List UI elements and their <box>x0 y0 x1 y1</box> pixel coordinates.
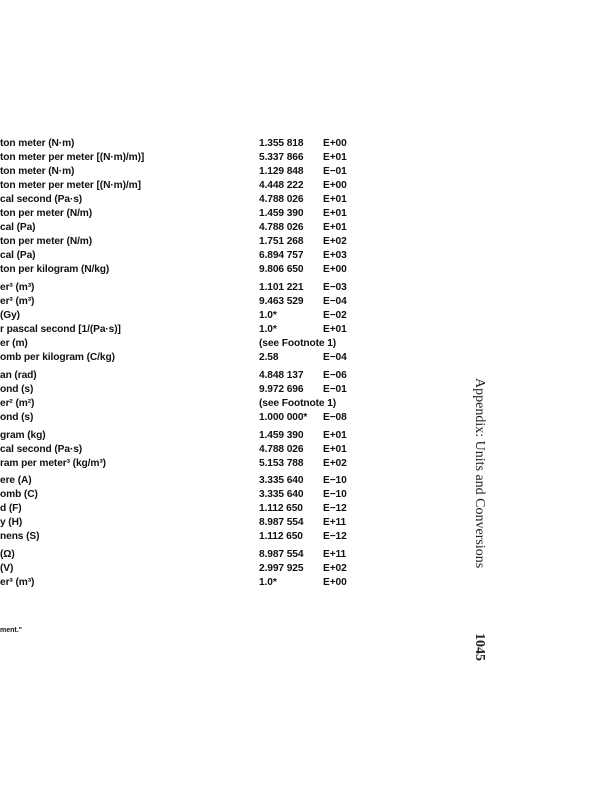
conversion-exponent: E−02 <box>323 310 347 321</box>
conversion-exponent: E−12 <box>323 531 347 542</box>
table-row <box>0 249 400 263</box>
table-row <box>0 151 400 165</box>
unit-label: ton meter per meter [(N·m)/m)] <box>0 152 145 163</box>
page-number: 1045 <box>472 633 487 661</box>
unit-label: (Gy) <box>0 310 20 321</box>
unit-label: ere (A) <box>0 475 32 486</box>
conversion-coefficient: 8.987 554 <box>259 549 304 560</box>
unit-label: ton per meter (N/m) <box>0 208 93 219</box>
conversion-exponent: E+01 <box>323 208 347 219</box>
table-row <box>0 488 400 502</box>
table-row <box>0 221 400 235</box>
conversion-coefficient: 1.101 221 <box>259 282 304 293</box>
conversion-coefficient: 1.751 268 <box>259 236 304 247</box>
conversion-exponent: E+02 <box>323 563 347 574</box>
table-row <box>0 207 400 221</box>
table-row <box>0 474 400 488</box>
unit-label: gram (kg) <box>0 430 46 441</box>
conversion-coefficient: (see Footnote 1) <box>259 398 337 409</box>
conversion-coefficient: 1.0* <box>259 577 277 588</box>
running-header <box>472 378 497 678</box>
table-row <box>0 530 400 544</box>
unit-label: er³ (m³) <box>0 296 35 307</box>
unit-label: omb (C) <box>0 489 38 500</box>
conversion-exponent: E−01 <box>323 384 347 395</box>
conversion-coefficient: 4.788 026 <box>259 222 304 233</box>
conversion-exponent: E−01 <box>323 166 347 177</box>
conversion-coefficient: 5.337 866 <box>259 152 304 163</box>
unit-label: ton per kilogram (N/kg) <box>0 264 110 275</box>
table-row <box>0 562 400 576</box>
conversion-coefficient: 5.153 788 <box>259 458 304 469</box>
unit-label: ton meter per meter [(N·m)/m] <box>0 180 141 191</box>
unit-label: d (F) <box>0 503 22 514</box>
conversion-coefficient: 4.448 222 <box>259 180 304 191</box>
table-row <box>0 295 400 309</box>
unit-label: ram per meter³ (kg/m³) <box>0 458 106 469</box>
table-row <box>0 397 400 411</box>
unit-label: (Ω) <box>0 549 15 560</box>
unit-label: omb per kilogram (C/kg) <box>0 352 115 363</box>
unit-label: er³ (m³) <box>0 577 35 588</box>
conversion-exponent: E+01 <box>323 430 347 441</box>
conversion-coefficient: 4.788 026 <box>259 444 304 455</box>
conversion-coefficient: 2.58 <box>259 352 279 363</box>
table-row <box>0 383 400 397</box>
unit-label: ton meter (N·m) <box>0 138 75 149</box>
conversion-exponent: E−04 <box>323 352 347 363</box>
conversion-exponent: E+01 <box>323 324 347 335</box>
table-row <box>0 351 400 365</box>
conversion-exponent: E+00 <box>323 264 347 275</box>
conversion-exponent: E+01 <box>323 152 347 163</box>
unit-label: cal second (Pa·s) <box>0 444 83 455</box>
unit-label: er² (m²) <box>0 398 35 409</box>
table-row <box>0 263 400 277</box>
conversion-coefficient: 1.459 390 <box>259 208 304 219</box>
unit-label: er³ (m³) <box>0 282 35 293</box>
conversion-coefficient: (see Footnote 1) <box>259 338 337 349</box>
conversion-exponent: E−06 <box>323 370 347 381</box>
conversion-exponent: E+00 <box>323 577 347 588</box>
unit-label: ond (s) <box>0 412 34 423</box>
conversion-coefficient: 1.0* <box>259 324 277 335</box>
table-row <box>0 576 400 590</box>
conversion-coefficient: 4.848 137 <box>259 370 304 381</box>
conversion-coefficient: 9.463 529 <box>259 296 304 307</box>
table-row <box>0 548 400 562</box>
table-row <box>0 193 400 207</box>
table-row <box>0 323 400 337</box>
unit-label: ton meter (N·m) <box>0 166 75 177</box>
conversion-exponent: E+01 <box>323 194 347 205</box>
table-row <box>0 516 400 530</box>
conversion-coefficient: 1.459 390 <box>259 430 304 441</box>
unit-label: cal (Pa) <box>0 250 36 261</box>
conversion-coefficient: 1.355 818 <box>259 138 304 149</box>
section-title: Appendix: Units and Conversions <box>472 378 487 569</box>
table-row <box>0 457 400 471</box>
conversion-exponent: E+11 <box>323 549 347 560</box>
table-row <box>0 309 400 323</box>
conversion-exponent: E−12 <box>323 503 347 514</box>
conversion-coefficient: 9.972 696 <box>259 384 304 395</box>
table-row <box>0 281 400 295</box>
conversion-exponent: E+03 <box>323 250 347 261</box>
conversion-coefficient: 3.335 640 <box>259 475 304 486</box>
conversion-exponent: E+00 <box>323 180 347 191</box>
conversion-coefficient: 2.997 925 <box>259 563 304 574</box>
unit-label: cal second (Pa·s) <box>0 194 83 205</box>
table-row <box>0 337 400 351</box>
conversion-coefficient: 1.112 650 <box>259 531 303 542</box>
unit-label: ond (s) <box>0 384 34 395</box>
conversion-exponent: E−10 <box>323 475 347 486</box>
conversion-coefficient: 1.000 000* <box>259 412 308 423</box>
table-row <box>0 235 400 249</box>
conversion-exponent: E+11 <box>323 517 347 528</box>
conversion-exponent: E+02 <box>323 236 347 247</box>
unit-label: er (m) <box>0 338 28 349</box>
conversion-coefficient: 1.0* <box>259 310 277 321</box>
conversion-exponent: E−04 <box>323 296 347 307</box>
unit-label: r pascal second [1/(Pa·s)] <box>0 324 121 335</box>
conversion-exponent: E+00 <box>323 138 347 149</box>
conversion-exponent: E+02 <box>323 458 347 469</box>
conversion-coefficient: 6.894 757 <box>259 250 304 261</box>
conversion-exponent: E−08 <box>323 412 347 423</box>
conversion-coefficient: 1.112 650 <box>259 503 303 514</box>
table-row <box>0 179 400 193</box>
unit-label: ton per meter (N/m) <box>0 236 93 247</box>
unit-label: cal (Pa) <box>0 222 36 233</box>
conversion-exponent: E−03 <box>323 282 347 293</box>
conversion-coefficient: 1.129 848 <box>259 166 304 177</box>
unit-label: y (H) <box>0 517 23 528</box>
footnote-fragment: ment." <box>0 627 22 634</box>
conversion-coefficient: 8.987 554 <box>259 517 304 528</box>
unit-label: an (rad) <box>0 370 37 381</box>
conversion-exponent: E−10 <box>323 489 347 500</box>
conversion-coefficient: 9.806 650 <box>259 264 304 275</box>
table-row <box>0 137 400 151</box>
table-row <box>0 369 400 383</box>
table-row <box>0 443 400 457</box>
unit-label: (V) <box>0 563 14 574</box>
unit-label: nens (S) <box>0 531 40 542</box>
table-row <box>0 429 400 443</box>
conversion-exponent: E+01 <box>323 444 347 455</box>
conversion-coefficient: 4.788 026 <box>259 194 304 205</box>
conversion-exponent: E+01 <box>323 222 347 233</box>
table-row <box>0 411 400 425</box>
table-row <box>0 502 400 516</box>
conversion-coefficient: 3.335 640 <box>259 489 304 500</box>
table-row <box>0 165 400 179</box>
